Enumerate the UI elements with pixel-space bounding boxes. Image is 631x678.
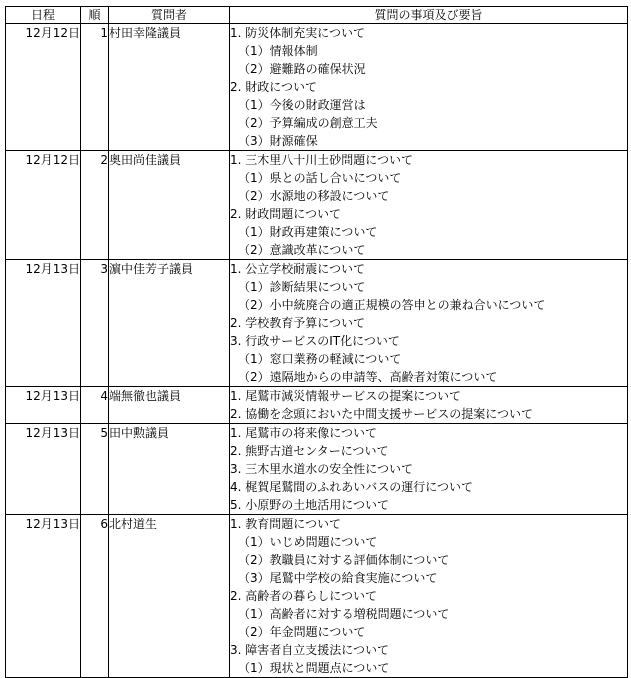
table-row bbox=[6, 260, 628, 387]
question-subitem: （1）今後の財政運営は bbox=[238, 98, 366, 112]
header-row bbox=[6, 7, 628, 24]
header-items: 質問の事項及び要旨 bbox=[230, 7, 628, 24]
question-items-cell bbox=[230, 387, 628, 424]
question-item: 2. 財政問題について bbox=[230, 207, 342, 221]
question-items-cell bbox=[230, 24, 628, 151]
question-subitem: （2）予算編成の創意工夫 bbox=[238, 116, 378, 130]
table-header bbox=[6, 7, 628, 24]
question-item: 3. 行政サービスのIT化について bbox=[230, 334, 400, 348]
question-item: 2. 学校教育予算について bbox=[230, 316, 366, 330]
table-row bbox=[6, 515, 628, 678]
order-cell: 1 bbox=[81, 24, 109, 151]
question-item: 2. 高齢者の暮らしについて bbox=[230, 589, 378, 603]
question-subitem: （2）年金問題について bbox=[238, 625, 366, 639]
questioner-cell: 濵中佳芳子議員 bbox=[109, 260, 230, 387]
date-cell: 12月13日 bbox=[6, 387, 81, 424]
question-subitem: （2）教職員に対する評価体制について bbox=[238, 553, 450, 567]
table-body bbox=[6, 24, 628, 678]
question-subitem: （2）小中統廃合の適正規模の答申との兼ね合いについて bbox=[238, 298, 546, 312]
question-subitem: （1）いじめ問題について bbox=[238, 535, 378, 549]
question-subitem: （1）現状と問題点について bbox=[238, 661, 390, 675]
questioner-cell: 北村道生 bbox=[109, 515, 230, 678]
question-subitem: （1）診断結果について bbox=[238, 280, 366, 294]
header-date: 日程 bbox=[6, 7, 81, 24]
header-order: 順 bbox=[81, 7, 109, 24]
question-items-cell bbox=[230, 515, 628, 678]
question-subitem: （1）財政再建策について bbox=[238, 225, 378, 239]
question-item: 3. 障害者自立支援法について bbox=[230, 643, 390, 657]
question-item: 2. 熊野古道センターについて bbox=[230, 444, 389, 458]
table-row bbox=[6, 424, 628, 515]
question-subitem: （2）意識改革について bbox=[238, 243, 366, 257]
question-item: 1. 尾鷲市の将来像について bbox=[230, 426, 378, 440]
order-cell: 3 bbox=[81, 260, 109, 387]
order-cell: 2 bbox=[81, 151, 109, 260]
date-cell: 12月13日 bbox=[6, 515, 81, 678]
question-item: 1. 防災体制充実について bbox=[230, 26, 366, 40]
order-cell: 5 bbox=[81, 424, 109, 515]
date-cell: 12月13日 bbox=[6, 260, 81, 387]
table-row bbox=[6, 387, 628, 424]
question-item: 2. 財政について bbox=[230, 80, 318, 94]
question-items-cell bbox=[230, 260, 628, 387]
table-row bbox=[6, 151, 628, 260]
table-row bbox=[6, 24, 628, 151]
question-item: 2. 協働を念頭においた中間支援サービスの提案について bbox=[230, 407, 534, 421]
questioner-cell: 村田幸隆議員 bbox=[109, 24, 230, 151]
date-cell: 12月13日 bbox=[6, 424, 81, 515]
question-item: 1. 三木里八十川土砂問題について bbox=[230, 153, 414, 167]
question-subitem: （2）遠隔地からの申請等、高齢者対策について bbox=[238, 370, 498, 384]
date-cell: 12月12日 bbox=[6, 151, 81, 260]
date-cell: 12月12日 bbox=[6, 24, 81, 151]
questioner-cell: 端無徹也議員 bbox=[109, 387, 230, 424]
question-subitem: （2）水源地の移設について bbox=[238, 189, 390, 203]
question-items-cell bbox=[230, 424, 628, 515]
question-subitem: （1）高齢者に対する増税問題について bbox=[238, 607, 450, 621]
question-item: 5. 小原野の土地活用について bbox=[230, 498, 390, 512]
question-subitem: （1）県との話し合いについて bbox=[238, 171, 402, 185]
question-schedule-table bbox=[5, 6, 628, 678]
question-subitem: （3）尾鷲中学校の給食実施について bbox=[238, 571, 438, 585]
question-item: 1. 尾鷲市減災情報サービスの提案について bbox=[230, 389, 462, 403]
question-item: 4. 梶賀尾鷲間のふれあいバスの運行について bbox=[230, 480, 474, 494]
question-item: 1. 教育問題について bbox=[230, 517, 342, 531]
order-cell: 4 bbox=[81, 387, 109, 424]
question-item: 1. 公立学校耐震について bbox=[230, 262, 366, 276]
order-cell: 6 bbox=[81, 515, 109, 678]
question-subitem: （2）避難路の確保状況 bbox=[238, 62, 366, 76]
question-subitem: （1）窓口業務の軽減について bbox=[238, 352, 402, 366]
question-item: 3. 三木里水道水の安全性について bbox=[230, 462, 414, 476]
question-subitem: （1）情報体制 bbox=[238, 44, 318, 58]
header-questioner: 質問者 bbox=[109, 7, 230, 24]
questioner-cell: 田中勲議員 bbox=[109, 424, 230, 515]
questioner-cell: 奥田尚佳議員 bbox=[109, 151, 230, 260]
question-subitem: （3）財源確保 bbox=[238, 134, 318, 148]
question-items-cell bbox=[230, 151, 628, 260]
